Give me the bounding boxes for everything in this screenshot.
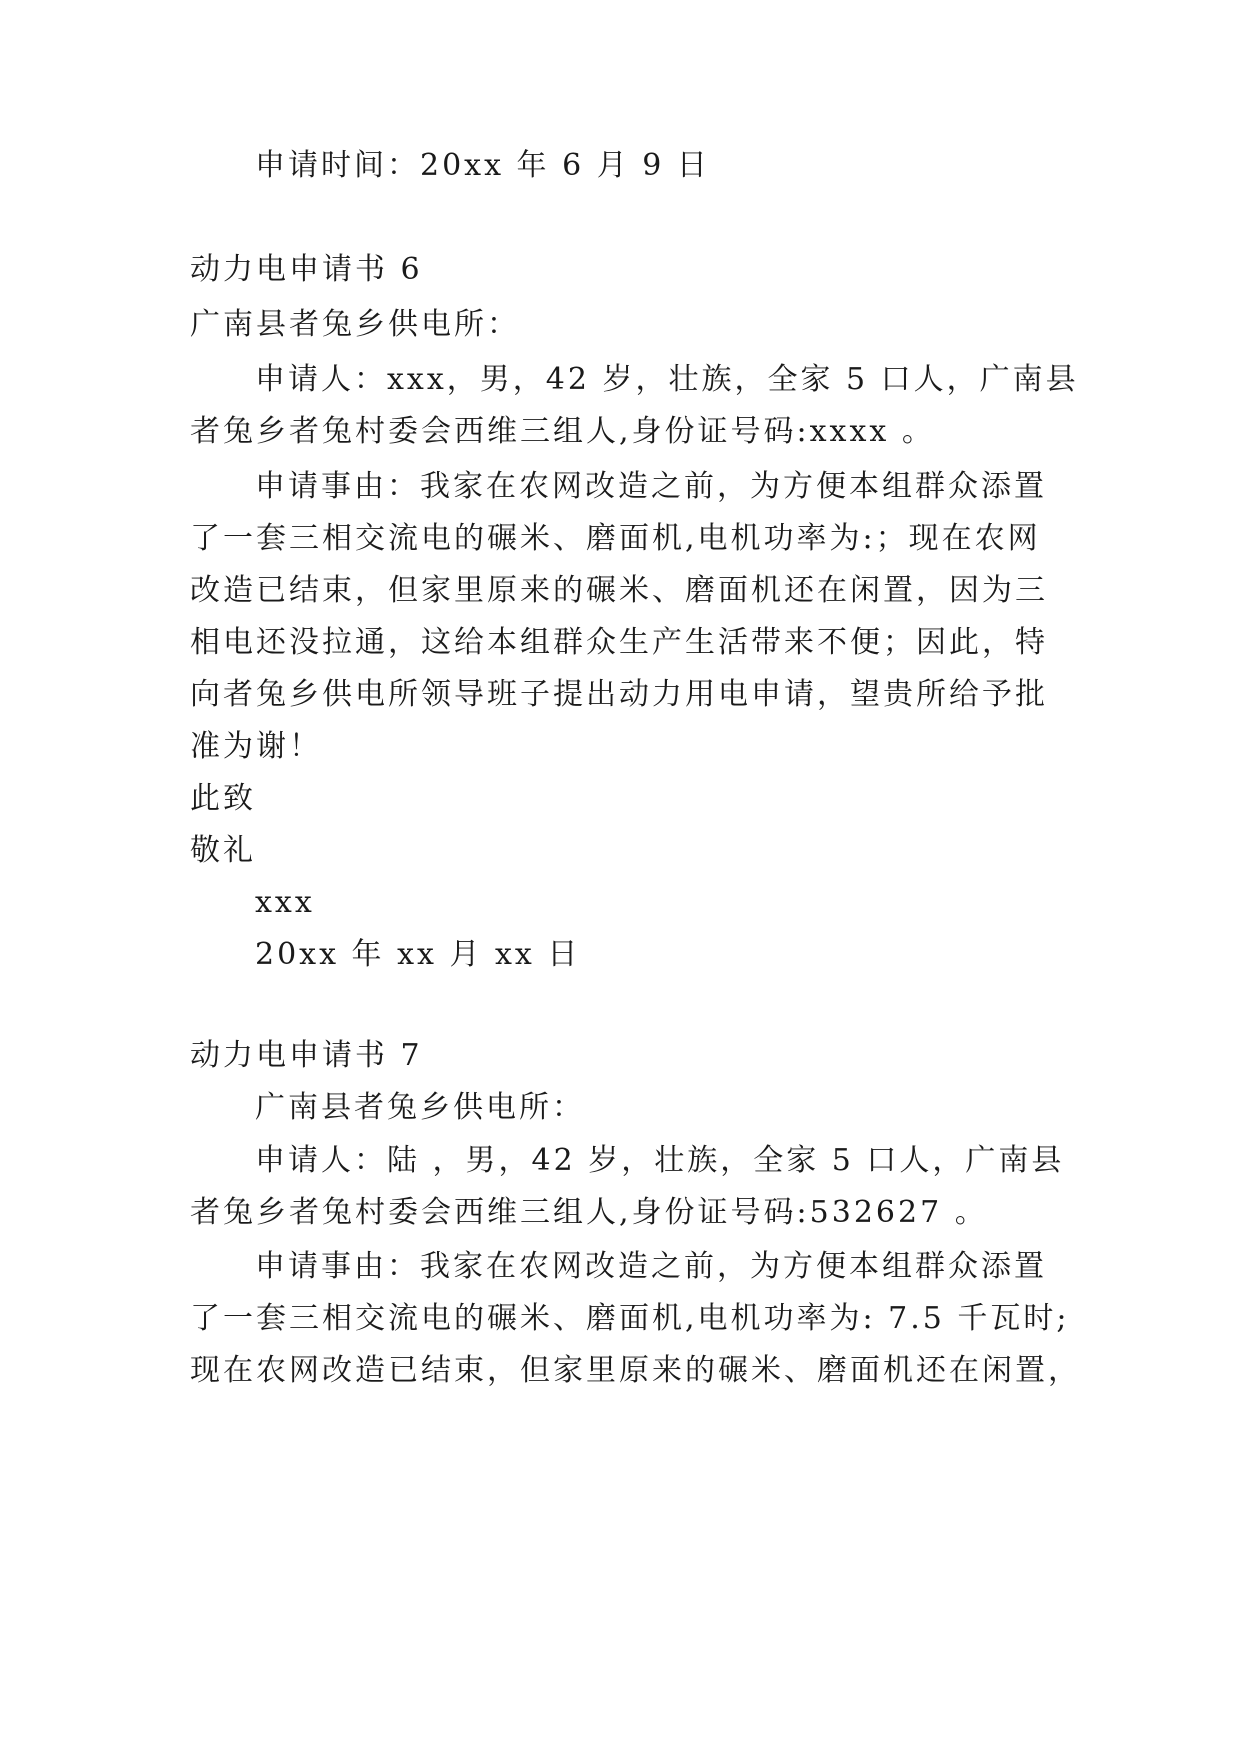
paragraph-line: 申请人：陆 ，男，42 岁，壮族，全家 5 口人，广南县 bbox=[255, 1143, 1065, 1178]
paragraph-line: 改造已结束，但家里原来的碾米、磨面机还在闲置，因为三 bbox=[190, 573, 1048, 608]
application-date: 申请时间：20xx 年 6 月 9 日 bbox=[255, 148, 710, 183]
paragraph-line: 者兔乡者兔村委会西维三组人,身份证号码:xxxx 。 bbox=[190, 414, 935, 449]
signature: xxx bbox=[255, 885, 315, 920]
section-title: 动力电申请书 7 bbox=[190, 1038, 423, 1073]
paragraph-line: 申请事由：我家在农网改造之前，为方便本组群众添置 bbox=[255, 1249, 1047, 1284]
addressee: 广南县者兔乡供电所： bbox=[255, 1090, 585, 1125]
paragraph-line: 了一套三相交流电的碾米、磨面机,电机功率为:；现在农网 bbox=[190, 521, 1041, 556]
paragraph-line: 向者兔乡供电所领导班子提出动力用电申请，望贵所给予批 bbox=[190, 677, 1048, 712]
paragraph-line: 申请人：xxx，男，42 岁，壮族，全家 5 口人，广南县 bbox=[255, 362, 1079, 397]
paragraph-line: 现在农网改造已结束，但家里原来的碾米、磨面机还在闲置， bbox=[190, 1353, 1081, 1388]
closing-line: 此致 bbox=[190, 781, 256, 816]
signature-date: 20xx 年 xx 月 xx 日 bbox=[255, 937, 581, 972]
paragraph-line: 了一套三相交流电的碾米、磨面机,电机功率为: 7.5 千瓦时; bbox=[190, 1301, 1070, 1336]
paragraph-line: 者兔乡者兔村委会西维三组人,身份证号码:532627 。 bbox=[190, 1195, 988, 1230]
section-title: 动力电申请书 6 bbox=[190, 252, 423, 287]
paragraph-line: 相电还没拉通，这给本组群众生产生活带来不便；因此，特 bbox=[190, 625, 1048, 660]
addressee: 广南县者兔乡供电所： bbox=[190, 307, 520, 342]
paragraph-line: 准为谢！ bbox=[190, 729, 322, 764]
paragraph-line: 申请事由：我家在农网改造之前，为方便本组群众添置 bbox=[255, 469, 1047, 504]
closing-line: 敬礼 bbox=[190, 833, 256, 868]
